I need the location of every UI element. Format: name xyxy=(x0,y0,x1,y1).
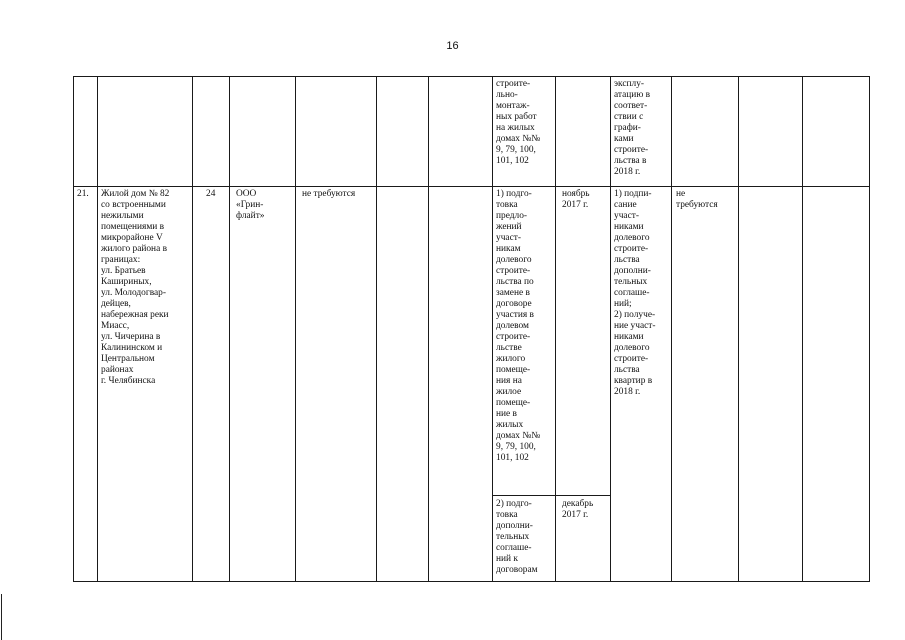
column-line xyxy=(295,76,296,582)
column-line xyxy=(738,76,739,582)
cell-commissioning-schedule: эксплу- атацию в соответ- ствии с графи- ками строите- льства в 2018 г. xyxy=(614,79,651,177)
cell-date-1: ноябрь 2017 г. xyxy=(562,189,590,210)
cell-construction-works: строите- льно- монтаж- ных работ на жилых домах №№ 9, 79, 100, 101, 102 xyxy=(496,79,541,166)
schedule-table xyxy=(73,76,870,582)
column-line xyxy=(555,76,556,582)
column-line xyxy=(97,76,98,582)
cell-measures: не требуются xyxy=(302,189,356,199)
page-number: 16 xyxy=(446,40,459,52)
column-line xyxy=(869,76,870,582)
column-line xyxy=(492,76,493,582)
cell-developer: ООО «Грин- флайт» xyxy=(236,189,265,221)
cell-action-2: 2) подго- товка дополни- тельных соглаше- ний к договорам xyxy=(496,499,538,575)
column-line xyxy=(73,76,74,582)
cell-result: 1) подпи- сание участ- никами долевого строите- льства дополни- тельных соглаше- ний; 2) получе- ние участ- никами долевого строите- льства квартир в 2018 г. xyxy=(614,189,656,397)
cell-date-2: декабрь 2017 г. xyxy=(562,499,594,520)
cell-count: 24 xyxy=(206,189,216,199)
cell-row-number: 21. xyxy=(77,189,89,199)
cell-object-name: Жилой дом № 82 со встроенными нежилыми помещениями в микрорайоне V жилого района в границах: ул. Братьев Кашириных, ул. Молодогвар- дейцев, набережная реки Миасс, ул. Чичерина в Калининском и Центральном районах г. Челябинска xyxy=(101,189,170,386)
column-line xyxy=(671,76,672,582)
cell-action-1: 1) подго- товка предло- жений участ- никам долевого строите- льства по замене в договоре участия в долевом строите- льстве жилого помеще- ния на жилое помеще- ние в жилых домах №№ 9, 79, 100, 101, 102 xyxy=(496,189,541,463)
scan-edge-mark xyxy=(1,594,2,640)
subrow-divider xyxy=(492,495,610,496)
column-line xyxy=(610,76,611,582)
column-line xyxy=(229,76,230,582)
column-line xyxy=(428,76,429,582)
cell-extra-measures: не требуются xyxy=(676,189,718,210)
column-line xyxy=(802,76,803,582)
column-line xyxy=(376,76,377,582)
